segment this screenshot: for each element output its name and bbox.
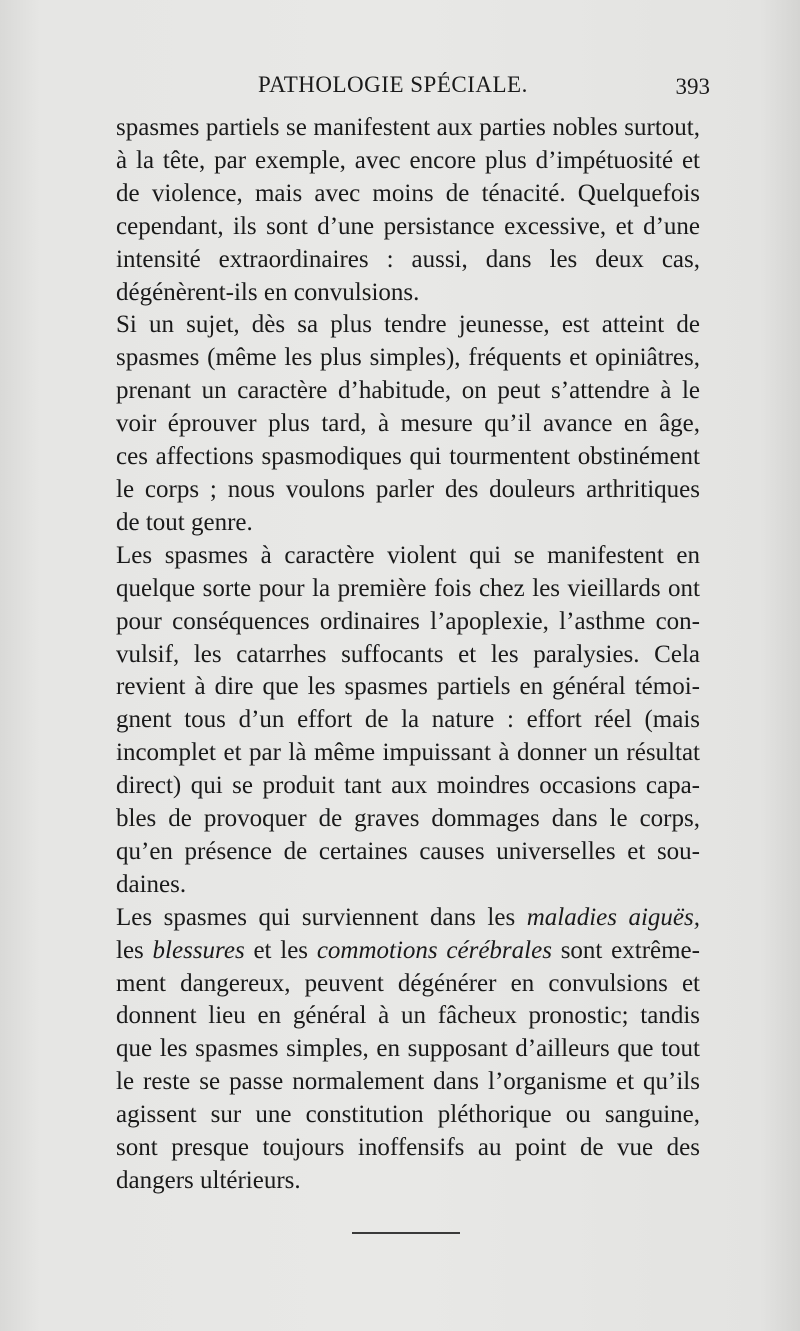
paragraph-2 bbox=[116, 309, 700, 539]
italic-term: blessures bbox=[152, 936, 245, 964]
text-line: le reste se passe normalement dans l’organisme et qu’ils bbox=[116, 1068, 700, 1096]
text-line: ces affections spasmodiques qui tourmentent obstinément bbox=[116, 443, 700, 471]
text-line: gnent tous d’un effort de la nature : effort réel (mais bbox=[116, 706, 700, 734]
text-line: pour conséquences ordinaires l’apoplexie, l’asthme con- bbox=[116, 607, 700, 635]
text-line: cependant, ils sont d’une persistance excessive, et d’une bbox=[116, 212, 700, 240]
text-line: vulsif, les catarrhes suffocants et les paralysies. Cela bbox=[116, 640, 700, 668]
text-line: voir éprouver plus tard, à mesure qu’il avance en âge, bbox=[116, 410, 700, 438]
text-line: bles de provoquer de graves dommages dans le corps, bbox=[116, 805, 700, 833]
text-line: agissent sur une constitution pléthorique ou sanguine, bbox=[116, 1101, 700, 1129]
text-line: quelque sorte pour la première fois chez les vieillards ont bbox=[116, 574, 700, 602]
text-line: dégénèrent-ils en convulsions. bbox=[116, 278, 420, 306]
text-line: de tout genre. bbox=[116, 508, 253, 536]
text-line: Les spasmes à caractère violent qui se manifestent en bbox=[116, 541, 700, 569]
text-line: prenant un caractère d’habitude, on peut s’attendre à le bbox=[116, 377, 700, 405]
paragraph-1 bbox=[116, 112, 700, 309]
text-line: Les spasmes qui surviennent dans les maladies aiguës, bbox=[116, 903, 700, 931]
end-rule bbox=[352, 1232, 460, 1234]
paragraph-3 bbox=[116, 540, 700, 902]
text-line: de violence, mais avec moins de ténacité. Quelquefois bbox=[116, 179, 700, 207]
text-line: revient à dire que les spasmes partiels en général témoi- bbox=[116, 673, 700, 701]
text-line: ment dangereux, peuvent dégénérer en convulsions et bbox=[116, 969, 700, 997]
paragraph-4 bbox=[116, 902, 700, 1198]
page-number: 393 bbox=[675, 74, 710, 99]
text-line: donnent lieu en général à un fâcheux pronostic; tandis bbox=[116, 1002, 700, 1030]
text-line: sont presque toujours inoffensifs au point de vue des bbox=[116, 1134, 700, 1162]
text-line: spasmes (même les plus simples), fréquents et opiniâtres, bbox=[116, 344, 700, 372]
italic-term: maladies aiguës, bbox=[526, 903, 700, 931]
text-line: incomplet et par là même impuissant à donner un résultat bbox=[116, 739, 700, 767]
text-line: intensité extraordinaires : aussi, dans les deux cas, bbox=[116, 245, 700, 273]
text-line: à la tête, par exemple, avec encore plus d’impétuosité et bbox=[116, 146, 700, 174]
running-header bbox=[120, 72, 720, 106]
text-line: direct) qui se produit tant aux moindres occasions capa- bbox=[116, 772, 700, 800]
text-line: spasmes partiels se manifestent aux parties nobles surtout, bbox=[116, 114, 700, 141]
text-line: que les spasmes simples, en supposant d’ailleurs que tout bbox=[116, 1035, 700, 1063]
text-line: les blessures et les commotions cérébrales sont extrême- bbox=[116, 936, 700, 964]
body-text bbox=[116, 112, 700, 1198]
text-line: qu’en présence de certaines causes universelles et sou- bbox=[116, 837, 700, 865]
text-line: dangers ultérieurs. bbox=[116, 1167, 301, 1194]
running-title: PATHOLOGIE SPÉCIALE. bbox=[258, 72, 528, 97]
text-line: Si un sujet, dès sa plus tendre jeunesse, est atteint de bbox=[116, 311, 700, 339]
text-line: daines. bbox=[116, 870, 187, 898]
text-line: le corps ; nous voulons parler des douleurs arthritiques bbox=[116, 475, 700, 503]
italic-term: commotions cérébrales bbox=[316, 936, 552, 964]
